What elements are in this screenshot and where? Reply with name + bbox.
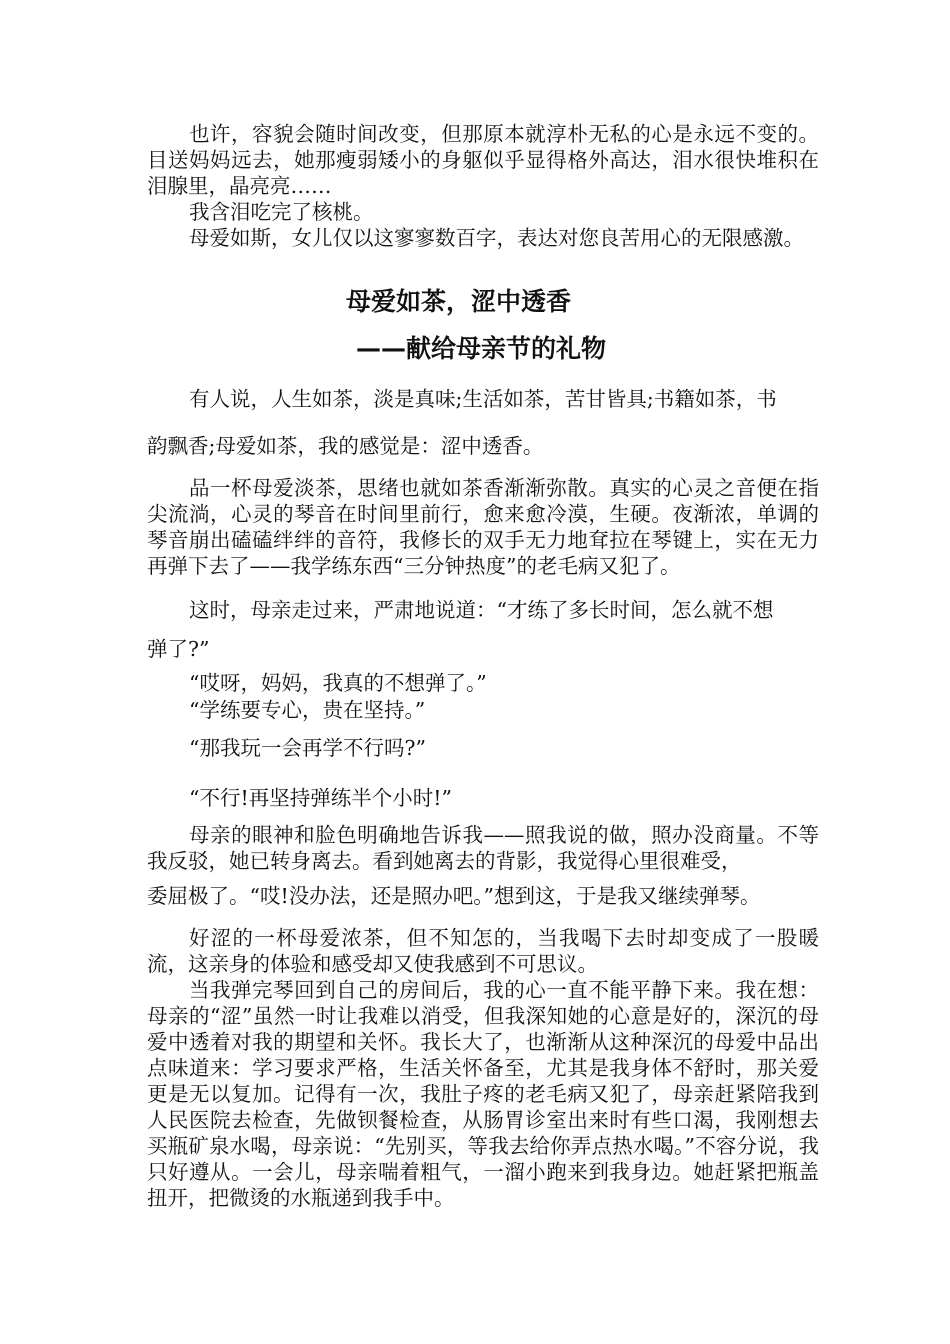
dialogue-line-2: “学练要专心，贵在坚持。” (189, 698, 426, 722)
paragraph-2: 我含泪吃完了核桃。 (189, 200, 374, 224)
paragraph-6-line-1: 这时，母亲走过来，严肃地说道：“才练了多长时间，怎么就不想 (189, 598, 774, 622)
paragraph-1: 也许，容貌会随时间改变，但那原本就淳朴无私的心是永远不变的。目送妈妈远去，她那瘦弱矮小的身躯似乎显得格外高达，泪水很快堆积在泪腺里，晶亮亮…… (147, 122, 819, 198)
article-subtitle: ——献给母亲节的礼物 (356, 334, 607, 363)
paragraph-4-line-2: 韵飘香;母爱如茶，我的感觉是：涩中透香。 (147, 434, 544, 458)
paragraph-5: 品一杯母爱淡茶，思绪也就如茶香渐渐弥散。真实的心灵之音便在指尖流淌，心灵的琴音在时间里前行，愈来愈冷漠，生硬。夜渐浓，单调的琴音崩出磕磕绊绊的音符，我修长的双手无力地耷拉在琴键上，实在无力再弹下去了——我学练东西“三分钟热度”的老毛病又犯了。 (147, 476, 819, 578)
paragraph-4-line-1: 有人说，人生如茶，淡是真味;生活如茶，苦甘皆具;书籍如茶，书 (189, 387, 777, 411)
paragraph-7-line-3: 委屈极了。“哎!没办法，还是照办吧。”想到这，于是我又继续弹琴。 (147, 884, 761, 908)
paragraph-6-line-2: 弹了?” (147, 637, 210, 661)
paragraph-8: 好涩的一杯母爱浓茶，但不知怎的，当我喝下去时却变成了一股暖流，这亲身的体验和感受却又使我感到不可思议。 (147, 926, 819, 976)
paragraph-3: 母爱如斯，女儿仅以这寥寥数百字，表达对您良苦用心的无限感激。 (189, 226, 804, 250)
dialogue-line-3: “那我玩一会再学不行吗?” (189, 736, 426, 760)
article-title: 母爱如茶，涩中透香 (346, 287, 572, 316)
paragraph-7: 母亲的眼神和脸色明确地告诉我——照我说的做，照办没商量。不等我反驳，她已转身离去。看到她离去的背影，我觉得心里很难受， (147, 823, 819, 873)
dialogue-line-1: “哎呀，妈妈，我真的不想弹了。” (189, 671, 487, 695)
paragraph-9: 当我弹完琴回到自己的房间后，我的心一直不能平静下来。我在想：母亲的“涩”虽然一时让我难以消受，但我深知她的心意是好的，深沉的母爱中透着对我的期望和关怀。我长大了，也渐渐从这种深沉的母爱中品出点味道来：学习要求严格，生活关怀备至，尤其是我身体不舒时，那关爱更是无以复加。记得有一次，我肚子疼的老毛病又犯了，母亲赶紧陪我到人民医院去检查，先做钡餐检查，从肠胃诊室出来时有些口渴，我刚想去买瓶矿泉水喝，母亲说：“先别买，等我去给你弄点热水喝。”不容分说，我只好遵从。一会儿，母亲喘着粗气，一溜小跑来到我身边。她赶紧把瓶盖扭开，把微烫的水瓶递到我手中。 (147, 978, 819, 1210)
dialogue-line-4: “不行!再坚持弹练半个小时!” (189, 786, 452, 810)
